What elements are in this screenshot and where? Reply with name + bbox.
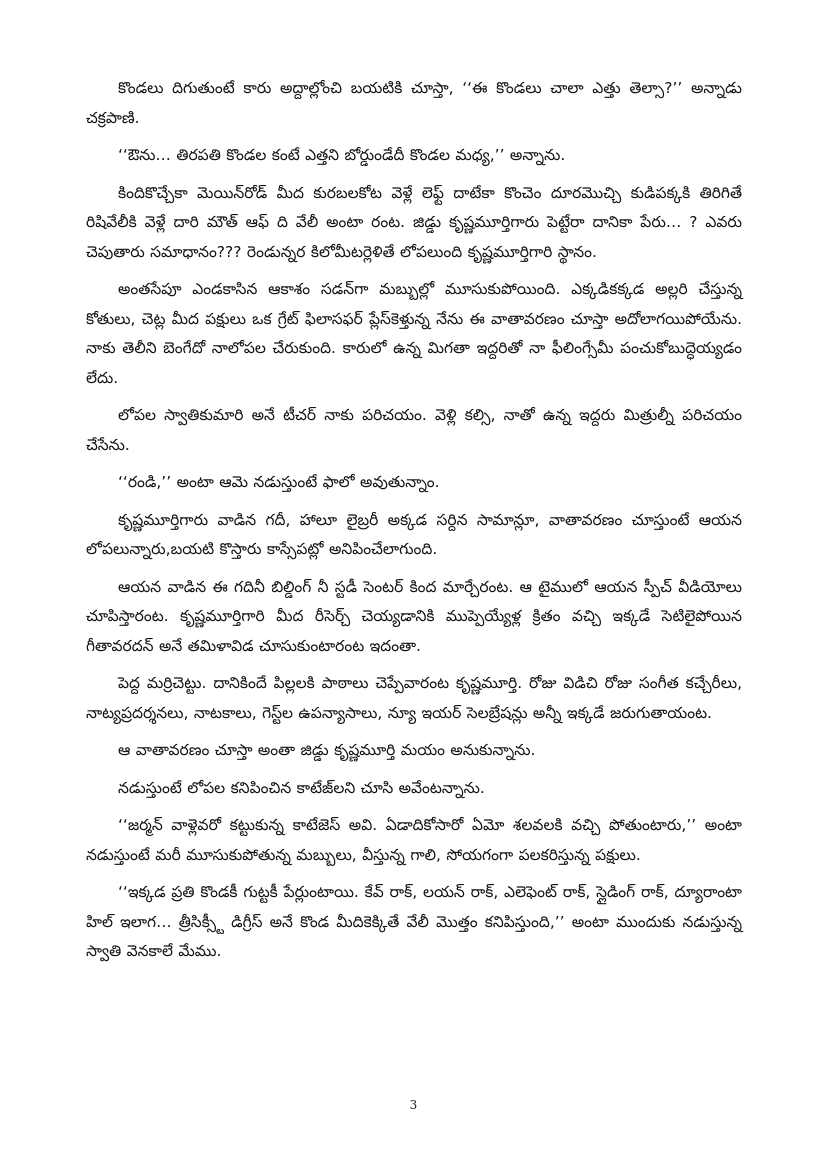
paragraph: కొండలు దిగుతుంటే కారు అద్దాల్లోంచి బయటికి చూస్తా, ‘‘ఈ కొండలు చాలా ఎత్తు తెల్సా?’’ అన్నాడు చక్రపాణి. — [86, 79, 742, 127]
paragraph: పెద్ద మర్రిచెట్టు. దానికిందే పిల్లలకి పాఠాలు చెప్పేవారంట కృష్ణమూర్తి. రోజు విడిచి రోజు సంగీత కచ్చేరీలు, నాట్యప్రదర్శనలు, నాటకాలు, గెస్ట్‌ల ఉపన్యాసాలు, న్యూ ఇయర్ సెలబ్రేషన్లు అన్నీ ఇక్కడే జరుగుతాయంట. — [86, 674, 742, 722]
paragraph: కృష్ణమూర్తిగారు వాడిన గదీ, హాలూ లైబ్రరీ అక్కడ సర్దిన సామాన్లూ, వాతావరణం చూస్తుంటే ఆయన లోపలున్నారు,బయటి కొస్తారు కాస్సేపట్లో అనిపించేలాగుంది. — [86, 510, 742, 558]
page-number: 3 — [409, 1098, 418, 1112]
paragraph: కిందికొచ్చేకా మెయిన్‌రోడ్ మీద కురబలకోట వెళ్లే లెఫ్ట్ దాటేకా కొంచెం దూరమొచ్చి కుడిపక్కకి తిరిగితే రిషివేలీకి వెళ్లే దారి మౌత్ ఆఫ్ ది వేలీ అంటా రంట. జిడ్డు కృష్ణమూర్తిగారు పెట్టేరా దానికా పేరు… ? ఎవరు చెపుతారు సమాధానం??? రెండున్నర కిలోమీటర్లెళితే లోపలుంది కృష్ణమూర్తిగారి స్థానం. — [86, 183, 742, 261]
paragraph: లోపల స్వాతికుమారి అనే టీచర్ నాకు పరిచయం. వెళ్లి కల్సి, నాతో ఉన్న ఇద్దరు మిత్రుల్నీ పరిచయం చేసేను. — [86, 406, 742, 454]
paragraph: అంతసేపూ ఎండకాసిన ఆకాశం సడన్‌గా మబ్బుల్లో మూసుకుపోయింది. ఎక్కడికక్కడ అల్లరి చేస్తున్న కోతులు, చెట్ల మీద పక్షులు ఒక గ్రేట్ ఫిలాసఫర్ ప్లేస్‌కెళ్తున్న నేను ఈ వాతావరణం చూస్తా అదోలాగయిపోయేను. నాకు తెలీని బెంగేదో నాలోపల చేరుకుంది. కారులో ఉన్న మిగతా ఇద్దరితో నా ఫీలింగ్సేమీ పంచుకోబుద్ధెయ్యడం లేదు. — [86, 280, 742, 387]
text-body — [86, 74, 742, 975]
paragraph: ‘‘జర్మన్ వాళ్లెవరో కట్టుకున్న కాటేజెస్ అవి. ఏడాదికోసారో ఏమో శలవలకి వచ్చి పోతుంటారు,’’ అంటా నడుస్తుంటే మరీ మూసుకుపోతున్న మబ్బులు, వీస్తున్న గాలి, సోయగంగా పలకరిస్తున్న పక్షులు. — [86, 816, 742, 864]
paragraph: ‘‘రండి,’’ అంటా ఆమె నడుస్తుంటే ఫాలో అవుతున్నాం. — [118, 473, 440, 491]
paragraph: ఆయన వాడిన ఈ గదినీ బిల్డింగ్ నీ స్టడీ సెంటర్ కింద మార్చేరంట. ఆ టైములో ఆయన స్పీచ్ వీడియోలు చూపిస్తారంట. కృష్ణమూర్తిగారి మీద రీసెర్చ్ చెయ్యడానికి ముప్పెయ్యేళ్ల క్రితం వచ్చి ఇక్కడే సెటిలైపోయిన గీతావరదన్ అనే తమిళావిడ చూసుకుంటారంట ఇదంతా. — [86, 577, 742, 655]
paragraph: ఆ వాతావరణం చూస్తా అంతా జిడ్డు కృష్ణమూర్తి మయం అనుకున్నాను. — [118, 741, 536, 759]
paragraph: నడుస్తుంటే లోపల కనిపించిన కాటేజ్‌లని చూసి అవేంటన్నాను. — [118, 778, 485, 797]
paragraph: ‘‘ఔను… తిరపతి కొండల కంటే ఎత్తని బోర్డుండేదీ కొండల మధ్య,’’ అన్నాను. — [118, 146, 566, 164]
paragraph: ‘‘ఇక్కడ ప్రతి కొండకీ గుట్టకీ పేర్లుంటాయి. కేవ్ రాక్, లయన్ రాక్, ఎలెఫెంట్ రాక్, స్లైడింగ్ రాక్, ద్యూరాంటా హిల్ ఇలాగ… త్రీసిక్స్టీ డిగ్రీస్ అనే కొండ మీదికెక్కితే వేలీ మొత్తం కనిపిస్తుంది,’’ అంటా ముందుకు నడుస్తున్న స్వాతి వెనకాలే మేము. — [86, 883, 742, 960]
